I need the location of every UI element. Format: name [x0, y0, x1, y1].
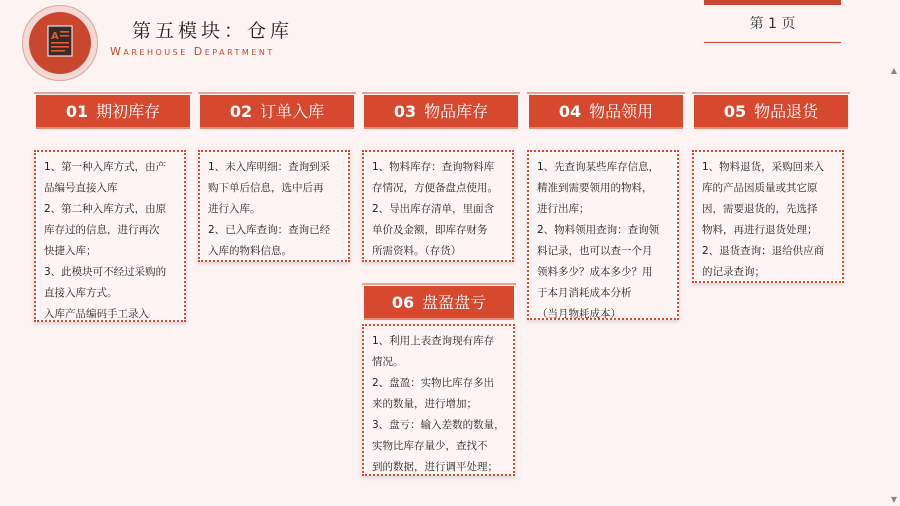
- section-title: 订单入库: [260, 102, 325, 121]
- text-line: 因，需要退货的，先选择: [702, 203, 818, 215]
- module-subtitle: Warehouse Department: [110, 45, 275, 58]
- text-line: 1、物料退货，采购回来入: [702, 161, 825, 173]
- text-line: 单价及金额，即库存财务: [372, 224, 488, 236]
- logo: [29, 12, 91, 74]
- text-line: 领料多少？成本多少？用: [537, 266, 653, 278]
- text-line: 于本月消耗成本分析: [537, 287, 632, 299]
- text-line: 进行入库。: [208, 203, 261, 215]
- text-line: 入库的物料信息。: [208, 245, 292, 257]
- text-line: （当月物耗成本）: [537, 308, 621, 320]
- section-title: 期初库存: [96, 102, 161, 121]
- section-box-01: [34, 150, 186, 322]
- section-number: 04: [558, 102, 582, 121]
- text-line: 精准到需要领用的物料，: [537, 182, 653, 194]
- text-line: 实物比库存量少，查找不: [372, 440, 488, 452]
- text-line: 2、第二种入库方式，由原: [44, 203, 167, 215]
- text-line: 2、退货查询：退给供应商: [702, 245, 825, 257]
- section-header-05: [694, 95, 848, 129]
- section-title: 物品领用: [589, 102, 654, 121]
- scroll-up-icon[interactable]: ▲: [890, 66, 897, 75]
- text-line: 快捷入库；: [44, 245, 97, 257]
- section-number: 03: [393, 102, 417, 121]
- text-line: 所需资料。（存货）: [372, 245, 462, 257]
- module-title: 第五模块：仓库: [132, 20, 294, 42]
- text-line: 存情况，方便备盘点使用。: [372, 182, 498, 194]
- section-header-03: [364, 95, 518, 129]
- section-number: 06: [391, 293, 415, 312]
- text-line: 来的数量，进行增加；: [372, 398, 477, 410]
- section-number: 05: [723, 102, 747, 121]
- text-line: 1、物料库存：查询物料库: [372, 161, 495, 173]
- text-line: 2、已入库查询：查询已经: [208, 224, 331, 236]
- section-title: 物品退货: [754, 102, 819, 121]
- text-line: 1、第一种入库方式，由产: [44, 161, 167, 173]
- text-line: 品编号直接入库: [44, 182, 118, 194]
- text-line: 2、导出库存清单，里面含: [372, 203, 495, 215]
- svg-text:A: A: [51, 31, 59, 42]
- section-title: 物品库存: [424, 102, 489, 121]
- text-line: 购下单后信息，选中后再: [208, 182, 324, 194]
- text-line: 2、物料领用查询：查询领: [537, 224, 660, 236]
- text-line: 1、利用上表查询现有库存: [372, 335, 495, 347]
- text-line: 情况。: [372, 356, 404, 368]
- text-line: 物料，再进行退货处理；: [702, 224, 818, 236]
- text-line: 1、未入库明细：查询到采: [208, 161, 331, 173]
- document-icon: [29, 12, 91, 74]
- text-line: 入库产品编码手工录入: [44, 308, 149, 320]
- section-box-06: [362, 324, 515, 476]
- text-line: 进行出库；: [537, 203, 590, 215]
- text-line: 库的产品因质量或其它原: [702, 182, 818, 194]
- text-line: 3、盘亏：输入差数的数量，: [372, 419, 505, 431]
- section-box-05: [692, 150, 844, 283]
- section-header-06: [364, 286, 514, 320]
- text-line: 的记录查询；: [702, 266, 765, 278]
- text-line: 直接入库方式。: [44, 287, 118, 299]
- section-box-04: [527, 150, 679, 320]
- text-line: 料记录，也可以查一个月: [537, 245, 653, 257]
- text-line: 2、盘盈：实物比库存多出: [372, 377, 495, 389]
- section-header-02: [200, 95, 354, 129]
- section-number: 01: [65, 102, 89, 121]
- text-line: 库存过的信息，进行再次: [44, 224, 160, 236]
- text-line: 3、此模块可不经过采购的: [44, 266, 167, 278]
- section-box-03: [362, 150, 514, 262]
- section-header-01: [36, 95, 190, 129]
- section-box-02: [198, 150, 350, 262]
- section-number: 02: [229, 102, 253, 121]
- text-line: 到的数据，进行调平处理；: [372, 461, 498, 473]
- page-number: 第 1 页: [749, 16, 796, 32]
- page-divider: [704, 42, 841, 43]
- section-header-04: [529, 95, 683, 129]
- scroll-down-icon[interactable]: ▼: [890, 495, 897, 504]
- text-line: 1、先查询某些库存信息，: [537, 161, 660, 173]
- section-title: 盘盈盘亏: [422, 293, 487, 312]
